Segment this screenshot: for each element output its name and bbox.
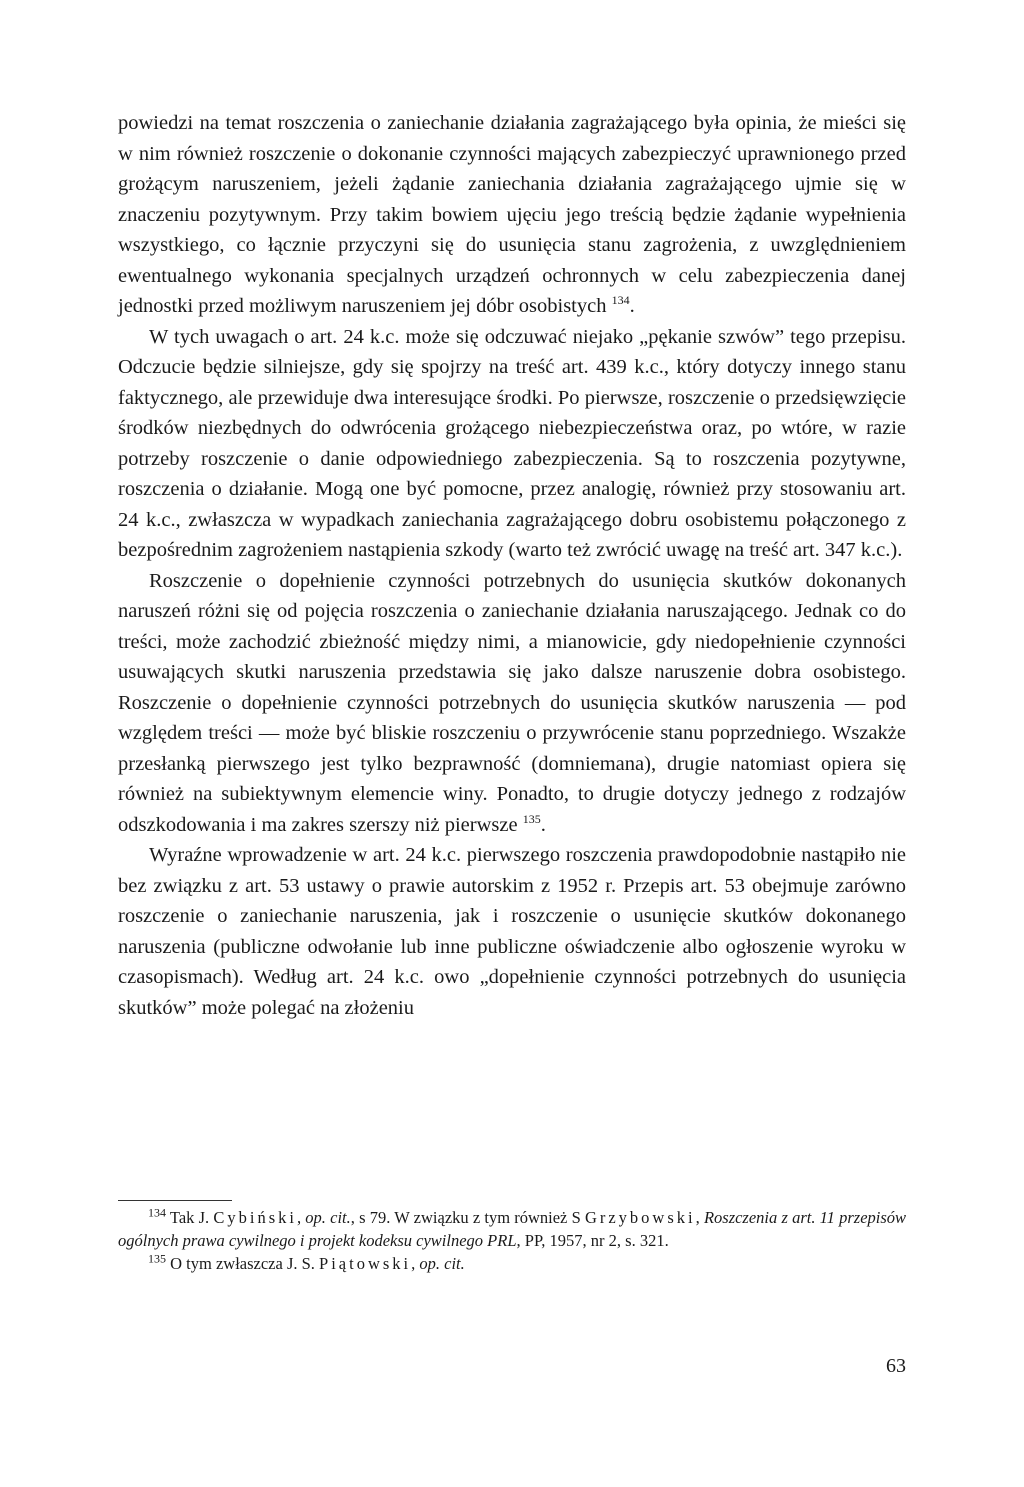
paragraph-2: W tych uwagach o art. 24 k.c. może się odczuwać niejako „pękanie szwów” tego przepisu. Odczucie będzie silniejsze, gdy się spojrzy na treść art. 439 k.c., który dotyczy innego stanu faktycznego, ale przewiduje dwa interesujące środki. Po pierwsze, roszczenie o przedsięwzięcie środków niezbędnych do odwrócenia grożącego niebezpieczeństwa oraz, po wtóre, w razie potrzeby roszczenie o danie odpowiedniego zabezpieczenia. Są to roszczenia pozytywne, roszczenia o działanie. Mogą one być pomocne, przez analogię, również przy stosowaniu art. 24 k.c., zwłaszcza w wypadkach zaniechania zagrażającego dobru osobistemu połączonego z bezpośrednim zagrożeniem nastąpienia szkody (warto też zwrócić uwagę na treść art. 347 k.c.). [118,325,906,561]
paragraph-1-text: powiedzi na temat roszczenia o zaniechanie działania zagrażającego była opinia, że mieści się w nim również roszczenie o dokonanie czynności mających zabezpieczyć uprawnionego przed grożącym naruszeniem, jeżeli żądanie zaniechania działania zagrażającego ujmie się w znaczeniu pozytywnym. Przy takim bowiem ujęciu jego treścią będzie żądanie wypełnienia wszystkiego, co łącznie przyczyni się do usunięcia stanu zagrożenia, z uwzględnieniem ewentualnego wykonania specjalnych urządzeń ochronnych w celu zabezpieczenia danej jednostki przed możliwym naruszeniem jej dóbr osobistych [118,112,906,317]
paragraph-3 [118,566,906,841]
footnote-number-135: 135 [148,1251,166,1266]
paragraph-4: Wyraźne wprowadzenie w art. 24 k.c. pierwszego roszczenia prawdopodobnie nastąpiło nie bez związku z art. 53 ustawy o prawie autorskim z 1952 r. Przepis art. 53 obejmuje zarówno roszczenie o zaniechanie naruszenia, jak i roszczenie o usunięcie skutków dokonanego naruszenia (publiczne odwołanie lub inne publiczne oświadczenie albo ogłoszenie wyroku w czasopismach). Według art. 24 k.c. owo „dopełnienie czynności potrzebnych do usunięcia skutków” może polegać na złożeniu [118,844,906,1019]
footnote-134-author1: Cybiński [213,1208,297,1227]
footnote-134-author2: Grzybowski [584,1208,696,1227]
page-number: 63 [886,1355,906,1377]
footnotes [118,1206,906,1275]
page-body [118,108,906,1023]
paragraph-1-tail: . [629,295,635,317]
footnote-135 [118,1252,906,1275]
footnote-134-title: Roszczenia z art. 11 przepisów ogólnych prawa cywilnego i projekt kodeksu cywilnego PRL [118,1208,907,1250]
footnote-134-c: op. cit. [305,1208,351,1227]
paragraph-1 [118,108,906,322]
footnote-ref-135[interactable]: 135 [522,811,541,826]
footnote-135-c: op. cit. [419,1254,465,1273]
footnote-134-b: , [296,1208,306,1227]
footnote-134-a: Tak J. [169,1208,214,1227]
paragraph-3-tail: . [540,813,546,836]
paragraph-3-text: Roszczenie o dopełnienie czynności potrzebnych do usunięcia skutków dokonanych naruszeń różni się od pojęcia roszczenia o zaniechanie działania naruszającego. Jednak co do treści, może zachodzić zbieżność między nimi, a mianowicie, gdy niedopełnienie czynności usuwających skutki naruszenia przedstawia się jako dalsze naruszenie dobra osobistego. Roszczenie o dopełnienie czynności potrzebnych do usunięcia skutków naruszenia — pod względem treści — może być bliskie roszczeniu o przywrócenie stanu poprzedniego. Wszakże przesłanką pierwszego jest tylko bezprawność (domniemana), drugie natomiast opiera się również na subiektywnym elemencie winy. Ponadto, to drugie dotyczy jednego z rodzajów odszkodowania i ma zakres szerszy niż pierwsze [118,569,906,836]
footnote-134-e: , [695,1208,704,1227]
footnote-ref-134[interactable]: 134 [611,293,630,308]
footnote-separator [118,1200,232,1201]
footnote-134 [118,1206,906,1252]
footnote-135-author: Piątowski [319,1254,412,1273]
footnote-number-134: 134 [148,1205,166,1220]
footnote-134-g: , PP, 1957, nr 2, s. 321. [516,1231,669,1250]
footnote-134-d: , s 79. W związku z tym również S [350,1208,585,1227]
footnote-135-b: , [411,1254,420,1273]
footnote-135-a: O tym zwłaszcza J. S. [170,1254,320,1273]
